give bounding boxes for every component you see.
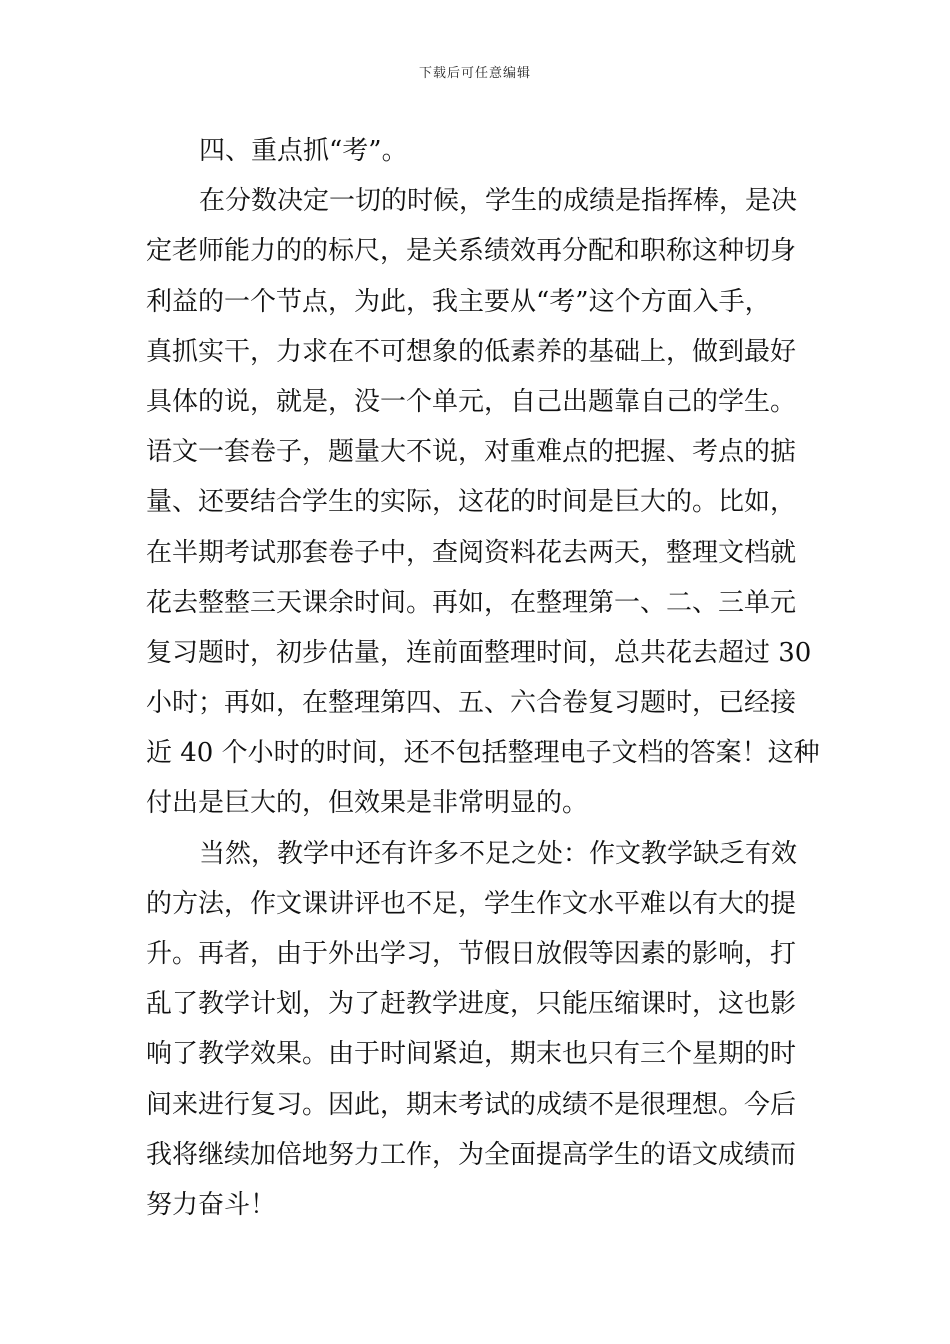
paragraph-line: 利益的一个节点，为此，我主要从“考”这个方面入手，	[146, 286, 771, 317]
paragraph-line: 我将继续加倍地努力工作，为全面提高学生的语文成绩而	[146, 1139, 797, 1170]
paragraph-line: 花去整整三天课余时间。再如，在整理第一、二、三单元	[146, 587, 797, 618]
page-header-note: 下载后可任意编辑	[418, 66, 531, 81]
paragraph-line: 努力奋斗！	[146, 1189, 277, 1220]
paragraph-line: 量、还要结合学生的实际，这花的时间是巨大的。比如，	[146, 487, 797, 518]
paragraph-line: 响了教学效果。由于时间紧迫，期末也只有三个星期的时	[146, 1039, 797, 1070]
paragraph-line: 的方法，作文课讲评也不足，学生作文水平难以有大的提	[146, 888, 797, 919]
paragraph-line: 真抓实干，力求在不可想象的低素养的基础上，做到最好	[146, 336, 797, 367]
paragraph-line: 在分数决定一切的时候，学生的成绩是指挥棒，是决	[199, 186, 798, 217]
paragraph-line: 近 40 个小时的时间，还不包括整理电子文档的答案！这种	[146, 738, 820, 769]
paragraph-line: 在半期考试那套卷子中，查阅资料花去两天，整理文档就	[146, 537, 797, 568]
paragraph-line: 间来进行复习。因此，期末考试的成绩不是很理想。今后	[146, 1089, 797, 1120]
paragraph-line: 语文一套卷子，题量大不说，对重难点的把握、考点的掂	[146, 437, 797, 468]
paragraph-line: 具体的说，就是，没一个单元，自己出题靠自己的学生。	[146, 386, 797, 417]
paragraph-line: 升。再者，由于外出学习，节假日放假等因素的影响，打	[146, 939, 797, 969]
paragraph-line: 付出是巨大的，但效果是非常明显的。	[146, 788, 589, 819]
paragraph-line: 当然，教学中还有许多不足之处：作文教学缺乏有效	[199, 838, 798, 869]
document-body	[146, 126, 820, 1230]
paragraph-line: 小时；再如，在整理第四、五、六合卷复习题时，已经接	[146, 688, 797, 719]
section-heading: 四、重点抓“考”。	[199, 136, 408, 166]
paragraph-line: 乱了教学计划，为了赶教学进度，只能压缩课时，这也影	[146, 989, 797, 1020]
paragraph-line: 定老师能力的的标尺，是关系绩效再分配和职称这种切身	[146, 236, 797, 267]
paragraph-line: 复习题时，初步估量，连前面整理时间，总共花去超过 30	[146, 637, 812, 668]
